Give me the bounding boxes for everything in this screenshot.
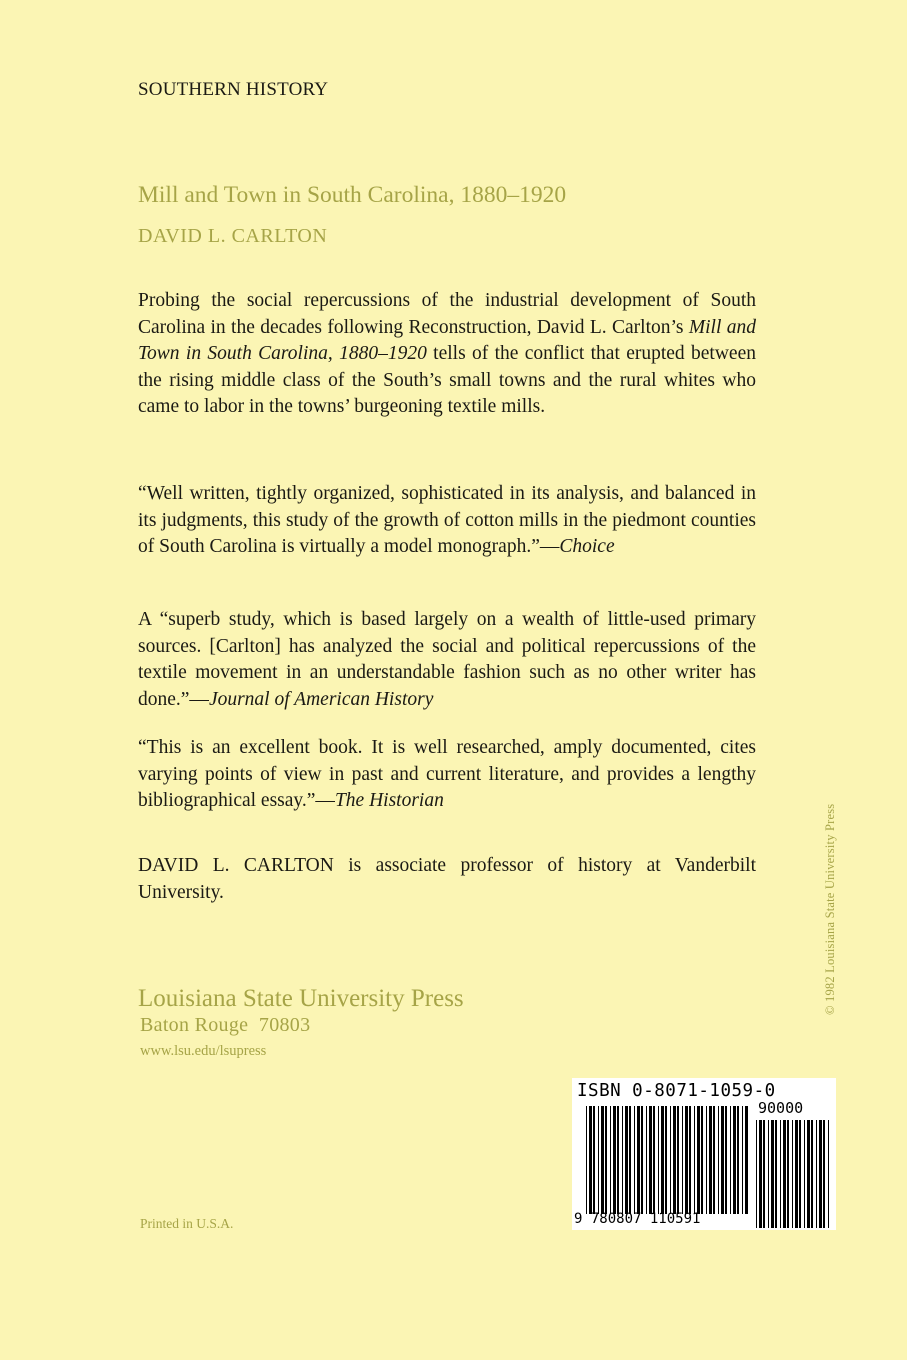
- barcode-bar: [641, 1106, 643, 1214]
- barcode-bar: [709, 1106, 712, 1214]
- barcode-bar: [670, 1106, 671, 1214]
- barcode-bar: [673, 1106, 676, 1214]
- barcode-bar: [601, 1106, 604, 1214]
- barcode-bar: [697, 1106, 700, 1214]
- barcode-bar: [625, 1106, 628, 1214]
- publisher-city: Baton Rouge 70803: [140, 1014, 311, 1036]
- barcode-bar: [658, 1106, 659, 1214]
- barcode-bar: [713, 1106, 715, 1214]
- barcode-bar: [665, 1106, 667, 1214]
- barcode-bar: [706, 1106, 707, 1214]
- barcode-bar: [605, 1106, 607, 1214]
- quote-text: “This is an excellent book. It is well researched, amply documented, cites varying points of view in past and current literature, and provides a lengthy bibliographical essay.”—: [138, 737, 756, 811]
- quote-source: Journal of American History: [208, 688, 434, 710]
- book-description: [138, 288, 756, 421]
- barcode-bar: [653, 1106, 655, 1214]
- barcode-bar: [617, 1106, 619, 1214]
- barcode-bar: [634, 1106, 635, 1214]
- barcode-bar: [768, 1120, 769, 1228]
- barcode-bar: [733, 1106, 736, 1214]
- barcode-bar: [701, 1106, 703, 1214]
- barcode-bar: [718, 1106, 719, 1214]
- barcode-bar: [792, 1120, 793, 1228]
- barcode-bar: [780, 1120, 781, 1228]
- book-author: DAVID L. CARLTON: [138, 225, 328, 247]
- author-bio: DAVID L. CARLTON is associate professor of history at Vanderbilt University.: [138, 855, 756, 903]
- barcode-bar: [629, 1106, 631, 1214]
- book-title: Mill and Town in South Carolina, 1880–1920: [138, 182, 567, 208]
- barcode-bar: [819, 1120, 822, 1228]
- barcode-bar: [823, 1120, 825, 1228]
- barcode-bar: [804, 1120, 805, 1228]
- printed-in-label: Printed in U.S.A.: [140, 1216, 234, 1231]
- publisher-name: Louisiana State University Press: [138, 985, 464, 1012]
- barcode-bar: [677, 1106, 679, 1214]
- barcode-bar: [771, 1120, 774, 1228]
- description-title: Mill and Town in South Carolina, 1880–1920: [138, 316, 757, 364]
- barcode-bar: [807, 1120, 810, 1228]
- barcode-bar: [763, 1120, 765, 1228]
- barcode-bar: [685, 1106, 688, 1214]
- barcode-bar: [811, 1120, 813, 1228]
- description-text-end: tells of the conflict that erupted between the rising middle class of the South’s small towns and the rural whites who came to labor in the towns’ burgeoning textile mills.: [138, 343, 756, 417]
- isbn-label: ISBN 0-8071-1059-0: [577, 1081, 776, 1101]
- barcode-bar: [787, 1120, 789, 1228]
- barcode-bar: [799, 1120, 801, 1228]
- review-quote: [138, 607, 756, 713]
- barcode-bar: [661, 1106, 664, 1214]
- barcode-bar: [613, 1106, 616, 1214]
- barcode-bar: [646, 1106, 647, 1214]
- series-label: SOUTHERN HISTORY: [138, 79, 329, 100]
- barcode-bar: [775, 1120, 777, 1228]
- barcode-bar: [689, 1106, 691, 1214]
- barcode-bar: [593, 1106, 595, 1214]
- description-text: Probing the social repercussions of the industrial development of South Carolina in the decades following Reconstruction, David L. Carlton’s: [138, 290, 756, 338]
- review-quote: [138, 481, 756, 561]
- barcode-bar: [737, 1106, 739, 1214]
- barcode-bar: [598, 1106, 599, 1214]
- barcode-bar: [649, 1106, 652, 1214]
- review-quote: [138, 735, 756, 815]
- barcode-bar: [725, 1106, 727, 1214]
- copyright-notice: © 1982 Louisiana State University Press: [823, 803, 837, 1015]
- barcode-digits: 9 780807 110591: [574, 1211, 701, 1227]
- barcode-bar: [586, 1106, 587, 1214]
- quote-text: “Well written, tightly organized, sophisticated in its analysis, and balanced in its judgments, this study of the growth of cotton mills in the piedmont counties of South Carolina is virtually a model monograph.”—: [138, 483, 756, 557]
- quote-source: Choice: [559, 536, 615, 557]
- barcode-bar: [742, 1106, 743, 1214]
- barcode-bar: [610, 1106, 611, 1214]
- barcode-addon-digits: 90000: [758, 1099, 804, 1117]
- barcode-bar: [745, 1106, 748, 1214]
- barcode-bar: [795, 1120, 798, 1228]
- barcode-bar: [682, 1106, 683, 1214]
- barcode-bar: [637, 1106, 640, 1214]
- quote-text: A “superb study, which is based largely on a wealth of little-used primary sources. [Carlton] has analyzed the social and political repercussions of the textile movement in an understandable fashion such as no other writer has done.”—: [138, 609, 756, 710]
- barcode-bar: [622, 1106, 623, 1214]
- barcode-bar: [730, 1106, 731, 1214]
- quote-source: The Historian: [334, 790, 444, 811]
- publisher-url[interactable]: www.lsu.edu/lsupress: [140, 1043, 267, 1059]
- barcode-bar: [756, 1120, 757, 1228]
- barcode-bar: [694, 1106, 695, 1214]
- barcode-bar: [759, 1120, 762, 1228]
- barcode-bar: [721, 1106, 724, 1214]
- barcode-bar: [816, 1120, 817, 1228]
- barcode-bar: [783, 1120, 786, 1228]
- barcode-bar: [828, 1120, 829, 1228]
- barcode: [572, 1078, 836, 1230]
- barcode-bar: [589, 1106, 592, 1214]
